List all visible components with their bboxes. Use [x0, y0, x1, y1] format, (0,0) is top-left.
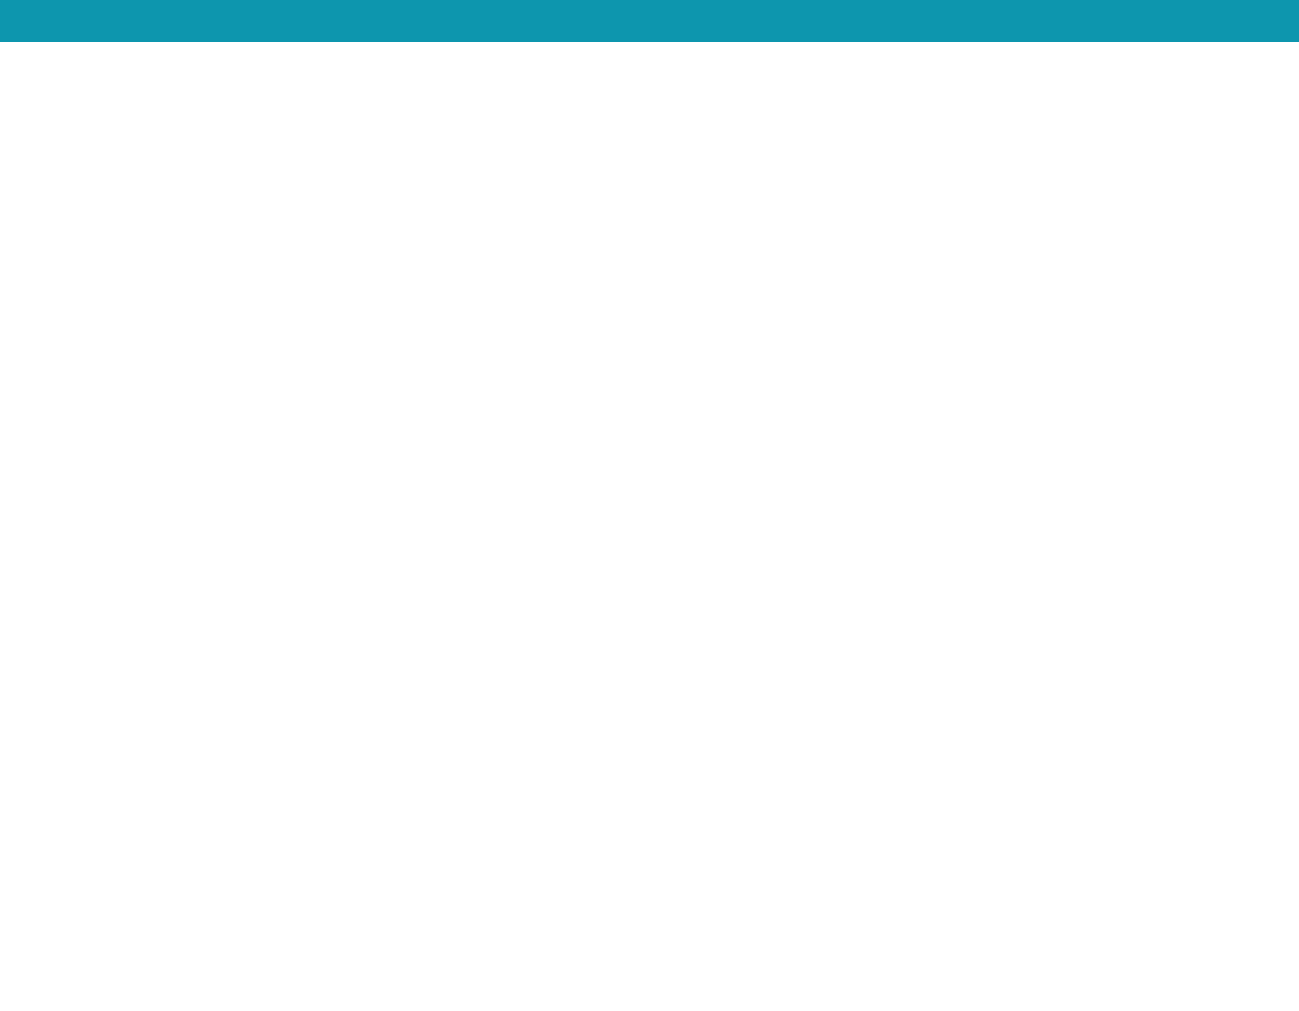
- hospitals-table: [0, 42, 1299, 46]
- table-title-bar: [0, 0, 1299, 42]
